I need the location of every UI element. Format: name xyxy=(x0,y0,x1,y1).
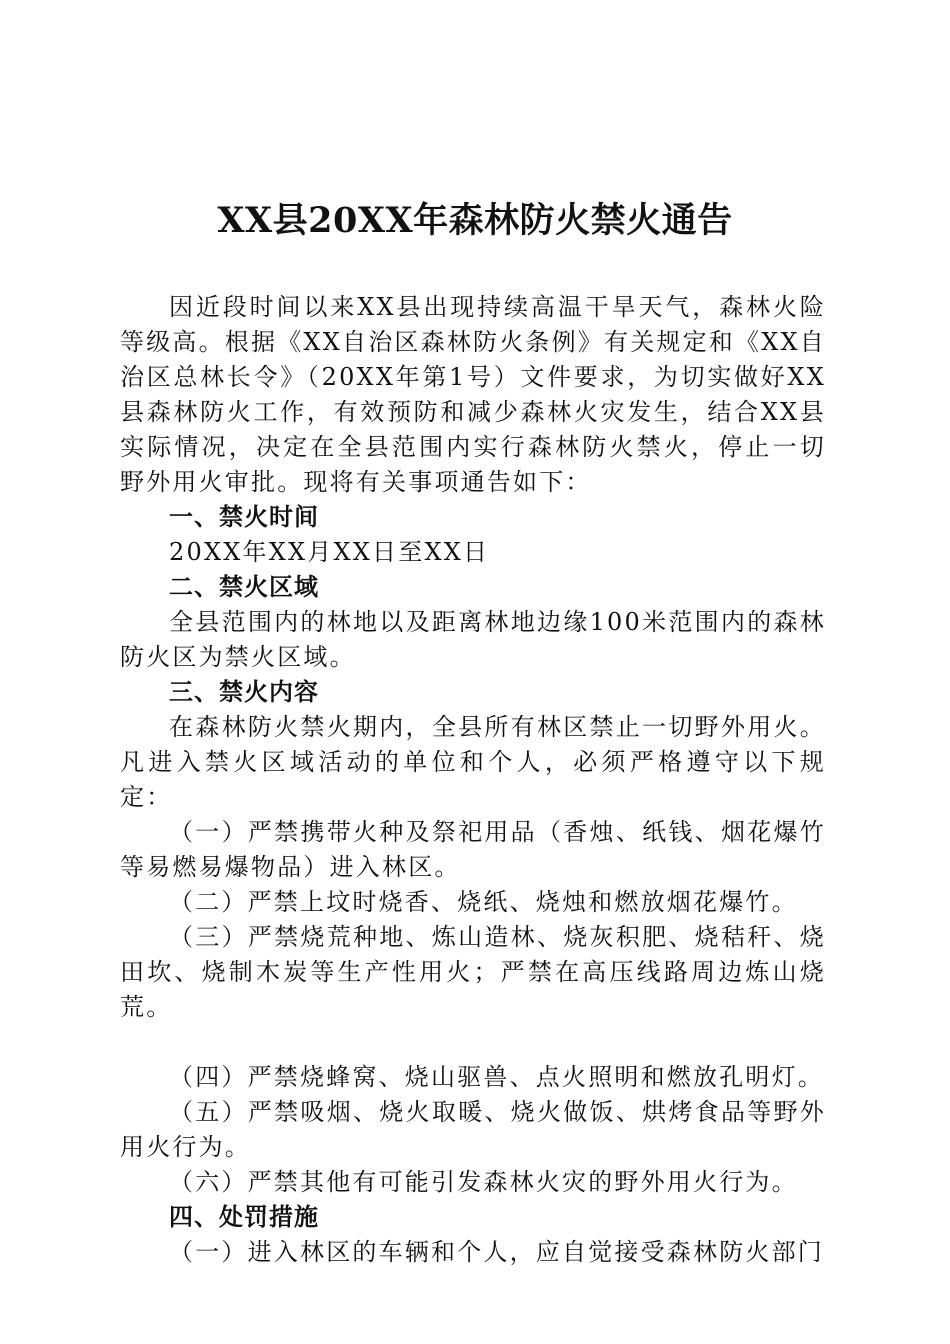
document-title: XX县20XX年森林防火禁火通告 xyxy=(217,200,733,241)
section-heading-area: 二、禁火区域 xyxy=(169,573,319,601)
section-heading-content: 三、禁火内容 xyxy=(169,678,319,706)
rule-item: （一）严禁携带火种及祭祀用品（香烛、纸钱、烟花爆竹等易燃易爆物品）进入林区。 xyxy=(120,818,826,881)
section-heading-time: 一、禁火时间 xyxy=(169,503,319,531)
rule-item: （四）严禁烧蜂窝、烧山驱兽、点火照明和燃放孔明灯。 xyxy=(169,1063,824,1091)
section-heading-penalty: 四、处罚措施 xyxy=(169,1203,319,1231)
section-content-area: 全县范围内的林地以及距离林地边缘100米范围内的森林防火区为禁火区域。 xyxy=(120,608,826,671)
rule-item: （二）严禁上坟时烧香、烧纸、烧烛和燃放烟花爆竹。 xyxy=(169,888,798,916)
rule-item: （六）严禁其他有可能引发森林火灾的野外用火行为。 xyxy=(169,1168,798,1196)
rule-item: （三）严禁烧荒种地、炼山造林、烧灰积肥、烧秸秆、烧田坎、烧制木炭等生产性用火；严禁在高压线路周边炼山烧荒。 xyxy=(120,923,826,1021)
section-content-time: 20XX年XX月XX日至XX日 xyxy=(169,538,490,566)
penalty-item: （一）进入林区的车辆和个人，应自觉接受森林防火部门 xyxy=(169,1238,824,1266)
section-content-rules: 在森林防火禁火期内，全县所有林区禁止一切野外用火。凡进入禁火区域活动的单位和个人，必须严格遵守以下规定： xyxy=(120,713,826,811)
intro-paragraph: 因近段时间以来XX县出现持续高温干旱天气，森林火险等级高。根据《XX自治区森林防火条例》有关规定和《XX自治区总林长令》（20XX年第1号）文件要求，为切实做好XX县森林防火工作，有效预防和减少森林火灾发生，结合XX县实际情况，决定在全县范围内实行森林防火禁火，停止一切野外用火审批。现将有关事项通告如下： xyxy=(120,293,826,496)
document-body xyxy=(120,290,826,1270)
rule-item: （五）严禁吸烟、烧火取暖、烧火做饭、烘烤食品等野外用火行为。 xyxy=(120,1098,826,1161)
paragraph-gap xyxy=(120,1025,826,1060)
